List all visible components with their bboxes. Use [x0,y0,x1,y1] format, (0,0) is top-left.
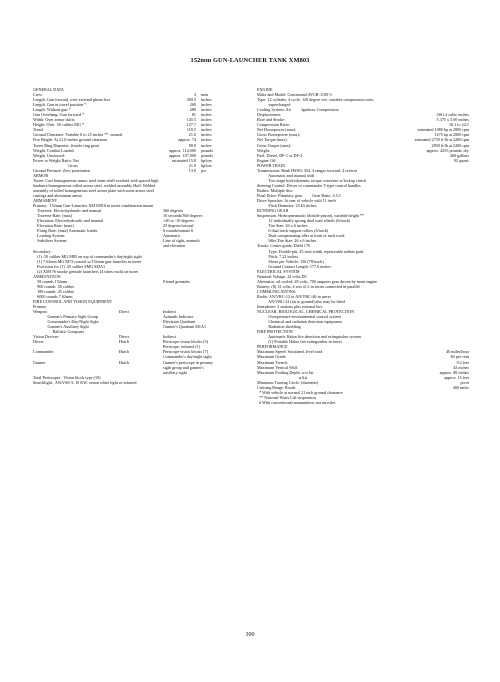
spec-label: Weapon: [33,309,48,315]
spec-value: approx. 107,000 [168,152,196,158]
spec-label: castings and aluminum armor [33,192,83,198]
spec-label: Weight: [257,147,271,153]
spec-value: 21.9 [188,162,196,168]
spec-unit: inches [201,117,212,123]
spec-label: hardness homogeneous rolled armor steel, welded assembly Hull: Welded [33,182,156,188]
spec-value: approx. 114,000 [169,147,196,153]
spec-unit: pounds [201,147,213,153]
spec-column-value: Gunner's periscope in primary [163,359,214,365]
spec-label: (1) 7.62mm MG M73 coaxial w/152mm gun-launcher in turret [33,258,142,264]
spec-label: Battery: (8) 12 volts, 4 sets of 2 in series connected in parallel [257,283,360,289]
spec-label: Steering Control: Driver or commander T-type control handles [257,182,361,188]
spec-label: Automatic and manual shift [257,172,315,178]
spec-column-direct: Hatch [119,339,129,345]
spec-unit: inches [201,112,212,118]
spec-label: Ballistic Computer [33,329,85,335]
spec-label: Fuel: Diesel, DF-1 or DF-2 [257,152,303,158]
spec-value: approx. 4255 pounds, dry [426,147,469,153]
spec-label: (1) Portable Halon fire extinguisher in turret [257,339,342,345]
spec-label: Gunner's Primary Sight Group [33,314,99,320]
spec-label: # With conventional ammunition, not missiles [257,399,336,405]
spec-label: Elevation Rate: (max) [33,223,74,229]
spec-label: RUNNING GEAR [257,208,289,214]
spec-column-value: Azimuth Indicator [163,314,194,320]
spec-value: 118.5 [186,127,196,133]
spec-label: * With vehicle at normal 21 inch ground clearance [257,389,343,395]
spec-label: Tire Size: 26 x 6 inches [257,223,308,229]
spec-value: estimated 2750 ft-lb at 2200 rpm [414,137,469,143]
spec-label: Commander's Day/Night Sight [33,319,99,325]
spec-column-value: Elevation Quadrant [163,319,196,325]
spec-column-direct: Direct [119,334,130,340]
spec-label: Nominal Voltage: 24 volts DC [257,273,308,279]
spec-label: Shoes per Vehicle: 156 (78/track) [257,258,324,264]
spec-label: Ground Pressure: Zero penetration [33,167,91,173]
spec-unit: inches [201,107,212,113]
spec-unit: inches [201,127,212,133]
spec-column-value: auxiliary sight [163,369,187,375]
spec-label: Pitch: 7.22 inches [257,253,298,259]
spec-label: Gun Overhang: Gun forward * [33,112,85,118]
spec-value: 400 gallons [449,152,469,158]
spec-value: 269 [189,102,196,108]
spec-label: Primary [33,304,47,310]
spec-label: GENERAL DATA [33,87,64,92]
spec-label: Provision for (1) .45 caliber SMG M3A1 [33,263,106,269]
spec-label: Type: Double pin, 25 inch width, replaceable rubber pads [257,248,364,254]
spec-label: Cruising Range: Roads [257,384,296,390]
spec-value: 1361.4 cubic inches [435,112,469,118]
spec-label: Two stage hydrodynamic torque converter w/lockup clutch [257,177,366,183]
spec-value: 1475 hp at 2800 rpm [434,132,469,138]
spec-unit: inches [201,132,212,138]
spec-label: Vision Devices: [33,334,60,340]
spec-label: Maximum Grade: [257,354,287,360]
spec-label: Traverse Rate: (max) [33,213,73,219]
spec-label: Overpressure environmental control system [257,314,341,320]
spec-value: 288 [189,107,196,113]
spec-value: 3 [193,92,196,98]
spec-label: Alternator, oil cooled, 28 volts, 700 amperes gear driven by main engine [257,278,378,284]
spec-label: 180 rounds .45 caliber [33,288,75,294]
spec-label: Minimum Turning Circle: (diameter) [257,379,319,385]
spec-label: COMMUNICATIONS: [257,288,297,294]
spec-label: Traverse: Electrohydraulic and manual [33,208,102,214]
spec-label: Bore and Stroke: [257,117,286,123]
spec-label: Interphone: 3 stations plus external box [257,304,323,310]
spec-label: FIRE CONTROL AND VISION EQUIPMENT [33,298,113,304]
spec-row [257,400,469,405]
spec-label: Gunner's Auxiliary Sight [33,324,89,330]
spec-value: 10:1 to 22:1 [448,122,469,128]
spec-label: Radio: AN/VRC-12 or AN/VRC-46 in turret [257,293,331,299]
spec-label: Length: Gun forward, over external phone box [33,97,111,103]
spec-label: Gunner [33,359,46,365]
spec-column-value: sight group and gunner's [163,364,204,370]
spec-unit: hp/ton [201,162,212,168]
right-column [257,87,469,405]
spec-label: Weight, Unstowed: [33,152,65,158]
spec-value: 13.0 [188,167,196,173]
spec-label: Final Drive: Planetary gear Gear Ratio: 4.5:1 [257,192,341,198]
spec-label: AMMUNITION [33,273,61,279]
spec-label: Net Torque (max): [257,137,288,143]
spec-label: Length: Without gun * [33,107,71,113]
spec-label: Ground Clearance: Variable 6 to 25 inches ** normal [33,132,123,138]
spec-label: Weight, Combat Loaded: [33,147,75,153]
spec-column-value: and elevation [163,243,186,249]
spec-label: AN/VRC-24 (air to ground) also may be fitted [257,298,346,304]
spec-value: 2850 ft-lb at 2200 rpm [431,142,469,148]
spec-value: 92 quarts [453,157,469,163]
spec-label: supercharged [257,102,291,108]
spec-label: Commander [33,349,54,355]
spec-column-value: 10 seconds/360 degrees [163,213,203,219]
spec-label: Elevation: Electrohydraulic and manual [33,218,104,224]
spec-label: PERFORMANCE [257,344,288,350]
spec-value: approx. 16 feet [444,374,469,380]
spec-label: Gross [33,162,78,168]
spec-label: 900 rounds .50 caliber [33,283,75,289]
spec-label: Maximum Fording Depth: w/o kit [257,369,314,375]
spec-column-direct: Hatch [119,349,129,355]
spec-label: Width: Over armor skirts [33,117,75,123]
spec-column-value: 6 rounds/minute # [163,228,194,234]
spec-column-direct: Hatch [119,359,129,365]
spec-column-value: Periscope vision blocks (3) [163,339,208,345]
spec-label: Engine Oil: [257,157,277,163]
spec-label: Suspension: Hydropneumatic (double piston), variable height ** [257,213,365,219]
spec-value: 145.5 [186,117,196,123]
spec-label: Power to Weight Ratio: Net [33,157,79,163]
page-title: 152mm GUN-LAUNCHER TANK XM803 [190,57,310,64]
spec-label: POWER TRAIN [257,162,286,168]
spec-column-value: +20 to -10 degrees [163,218,194,224]
spec-label: Displacement: [257,112,281,118]
spec-column-value: Automatic [163,233,181,239]
spec-unit: pounds [201,152,213,158]
spec-value: 9.2 feet [456,359,469,365]
spec-unit: inches [201,97,212,103]
spec-value: 43 inches [453,364,469,370]
spec-label: (1) .50 caliber MG M85 on top of commander's day/night sight [33,253,142,259]
page-number: 300 [245,632,255,638]
spec-label: Brakes: Multiple disc [257,187,293,193]
spec-value: pivot [460,379,469,385]
spec-label: FIRE PROTECTION [257,329,293,335]
spec-label: Make and Model: Continental AVCR-1100-3 [257,92,332,98]
spec-row [33,380,246,385]
spec-label: Total Periscopes: Vision block type (10) [33,374,101,380]
spec-label: Dual compensating idler at front of each track [257,233,345,239]
spec-unit: inches [201,142,212,148]
spec-label: Compression Ratio: [257,122,291,128]
spec-column-value: Gunner's Quadrant M1A1 [163,324,207,330]
spec-label: (2) XM176 smoke grenade launchers (4 tubes each) on turret [33,268,139,274]
spec-column-value: Commander's day/night sight [163,354,212,360]
spec-column-value: 8 hand grenades [163,278,190,284]
spec-label: Fire Height: At 21.0 inches ground clearance [33,137,108,143]
spec-value: estimated 1080 hp at 2800 rpm [417,127,469,133]
spec-label: Gross Torque (max): [257,142,292,148]
spec-label: Turret Ring Diameter: (inside ring gear) [33,142,100,148]
spec-label: ELECTRICAL SYSTEM [257,268,300,274]
spec-label: assembly of rolled homogeneous steel armor plate with some armor steel [33,187,154,193]
spec-value: approx. 74 [178,137,196,143]
spec-label: ENGINE [257,87,273,92]
spec-unit: inches [201,102,212,108]
spec-value: 60 per cent [450,354,469,360]
spec-value: 369.5 [186,97,196,103]
spec-label: Primary: 152mm Gun-Launcher XM150E6 in turret combination mount [33,203,154,209]
spec-label: Cooling System: Air Ignition: Compression [257,107,339,113]
spec-label: ARMOR [33,172,49,178]
spec-unit: hp/ton [201,157,212,163]
spec-label: 6 dual track support rollers (3/track) [257,228,329,234]
spec-column-value: 360 degrees [163,208,183,214]
spec-value: 81 [191,112,196,118]
spec-column-value: 25 degrees/second [163,223,194,229]
left-column [33,87,246,385]
spec-label: Transmission: Renk HSWL 354, 4 ranges forward, 4 reverse [257,167,358,173]
spec-label: 12 individually sprung dual road wheels (6/track) [257,218,351,224]
spec-label: Searchlight: AN/VSS-3, 10 KW, xenon white light or infrared [33,379,137,385]
spec-column-direct: Direct [119,309,130,315]
spec-label: NUCLEAR, BIOLOGICAL, CHEMICAL PROTECTION [257,309,355,315]
spec-label: Radiation shielding [257,324,301,330]
spec-label: Type: 12 cylinder, 4 cycle, 120 degree vee, variable compression ratio, [257,97,375,103]
spec-label: 6000 rounds 7.62mm [33,293,73,299]
spec-value: 21.0 [188,132,196,138]
spec-unit: inches [201,137,212,143]
spec-value: 400 miles [452,384,469,390]
spec-label: Height: Over .50 caliber MG * [33,122,85,128]
spec-column-value: Periscope, infrared (1) [163,344,201,350]
spec-label: Maximum Speed: Sustained, level road [257,349,323,355]
spec-label: Gross Horsepower (max): [257,132,301,138]
spec-label: Chemical and radiation detection equipment [257,319,342,325]
spec-label: ** National Water Lift suspension [257,394,316,400]
spec-label: Tread: [33,127,44,133]
spec-label: Drive Sprocket: At rear of vehicle with 11 teeth [257,198,336,204]
spec-label: Loading System: [33,233,66,239]
spec-value: estimated 15.8 [171,157,196,163]
spec-label: Pitch Diameter: 25.63 inches [257,203,317,209]
spec-label: Crew: [33,92,44,98]
spec-label: w/kit [257,374,307,380]
spec-label: Maximum Trench: [257,359,288,365]
spec-value: 40 miles/hour [446,349,469,355]
spec-label: Stabilizer System: [33,238,68,244]
spec-label: Secondary: [33,248,52,254]
spec-label: Tracks: Center guide, Diehl 170 [257,243,311,249]
spec-column-value: Indirect [163,334,176,340]
spec-unit: psi [201,167,206,173]
spec-value: 5.375 x 5.00 inches [436,117,469,123]
spec-column-value: Indirect [163,309,176,315]
spec-unit: men [201,92,209,98]
spec-label: Maximum Vertical Wall: [257,364,298,370]
spec-unit: inches [201,122,212,128]
spec-value: approx. 88 inches [439,369,469,375]
spec-label: Automatic Halon fire detection and extinguisher system [257,334,361,340]
spec-label: Net Horsepower (max): [257,127,297,133]
spec-label: Length: Gun in travel position * [33,102,87,108]
spec-column-value: Periscope vision blocks (7) [163,349,208,355]
spec-label: Driver [33,339,44,345]
spec-column-value: Line of sight, azimuth [163,238,200,244]
spec-label: Turret: Cast homogeneous armor steel inner shell overlaid with spaced high [33,177,159,183]
spec-label: Firing Rate: (max) Automatic loader [33,228,98,234]
spec-label: Idler Tire Size: 26 x 6 inches [257,238,317,244]
spec-label: ARMAMENT [33,198,58,204]
spec-value: 80.0 [188,142,196,148]
spec-label: Ground Contact Length: 177.0 inches [257,263,331,269]
spec-label: 58 rounds 152mm [33,278,68,284]
spec-value: 127.7 [186,122,196,128]
